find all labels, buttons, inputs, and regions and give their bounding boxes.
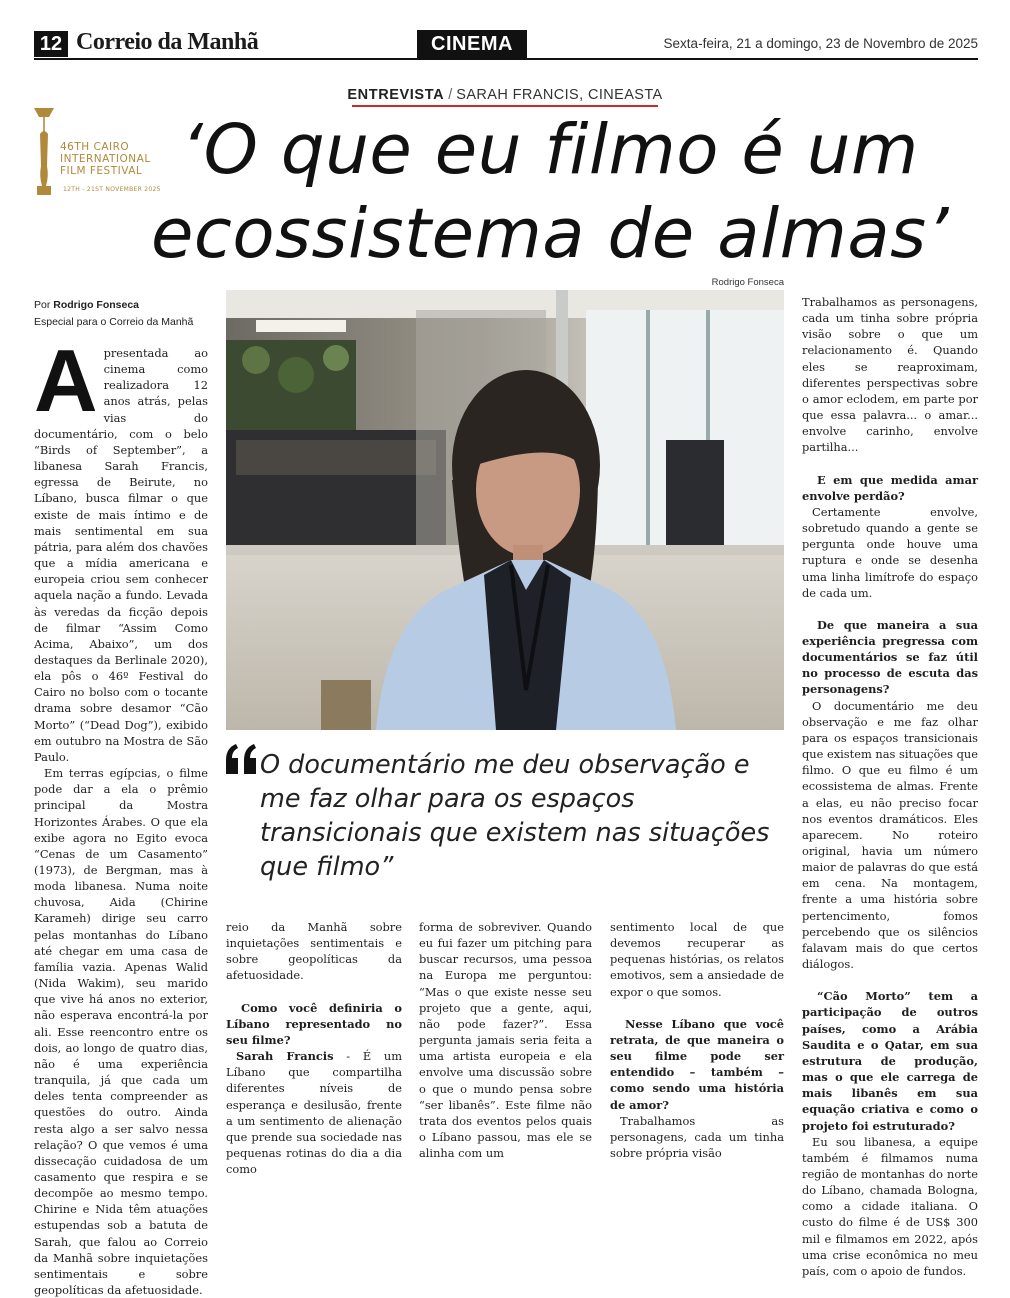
kicker-main: ENTREVISTA <box>347 87 445 103</box>
article-column-3 <box>419 919 592 1161</box>
byline-prefix: Por <box>34 299 54 311</box>
article-column-4 <box>610 919 784 1161</box>
festival-line-3: FILM FESTIVAL <box>60 165 143 177</box>
article-answer <box>226 1048 402 1177</box>
pull-quote: O documentário me deu observação e me faz olhar para os espaços transicionais que existem nas situações que filmo” <box>260 750 770 882</box>
headline: ‘O que eu filmo é um ecossistema de almas’ <box>150 110 950 274</box>
drop-cap: A <box>34 331 98 430</box>
interview-question: De que maneira a sua experiência pregressa com documentários se faz útil no processo de escuta das personagens? <box>802 617 978 697</box>
masthead: Correio da Manhã <box>76 29 259 55</box>
article-paragraph: forma de sobreviver. Quando eu fui fazer um pitching para buscar recursos, uma pessoa na Europa me perguntou: “Mas o que existe nesse seu projeto que a gente, aqui, não pode fazer?”. Essa pergunta jamais seria feita a uma artista europeia e ela envolve uma discussão sobre o que o mundo pensa sobre “ser libanês”. Este filme não trata dos eventos pelos quais o Líbano passou, mas ele se alinha com um <box>419 920 592 1161</box>
kicker <box>250 87 760 103</box>
interview-question: Nesse Líbano que você retrata, de que maneira o seu filme pode ser entendido – também – como sendo uma história de amor? <box>610 1016 784 1112</box>
article-column-5 <box>802 294 978 1279</box>
answer-speaker: Sarah Francis <box>236 1049 334 1064</box>
interview-question: Como você definiria o Líbano representado no seu filme? <box>226 1000 402 1047</box>
article-column-1 <box>34 331 208 1298</box>
kicker-underline <box>352 105 658 107</box>
interview-question: “Cão Morto” tem a participação de outros países, como a Arábia Saudita e o Qatar, em sua estrutura de produção, mas o que ele carrega de mais libanês em sua equação criativa e como o projeto foi estruturado? <box>802 989 978 1133</box>
article-paragraph: reio da Manhã sobre inquietações sentimentais e sobre geopolíticas da afetuosidade. <box>226 920 402 983</box>
article-paragraph: Em terras egípcias, o filme pode dar a ela o prêmio principal da Mostra Horizontes Árabes. O que ela exibe agora no Egito evoca “Cenas de um Casamento” (1973), de Bergman, mas à moda libanesa. Numa noite chuvosa, Aida (Chirine Karameh) dirige seu carro pelas montanhas do Líbano até chegar em uma casa de família vazia. Apenas Walid (Nida Wakim), seu marido que vive há anos no exterior, não esperava encontrá-la por ali. Esse reencontro entre os dois, ao longo de quatro dias, não é uma experiência tranquila, já que cada um deles tenta compreender as questões do outro. Ainda resta algo a ser salvo nessa relação? O que vemos é uma dissecação cuidadosa de um casamento que respira e se decompõe ao mesmo tempo. Chirine e Nida têm atuações estupendas sob a batuta de Sarah, que falou ao Correio da Manhã sobre inquietações sentimentais e sobre geopolíticas da afetuosidade. <box>34 766 208 1298</box>
byline-author: Rodrigo Fonseca <box>53 299 140 311</box>
header-divider <box>34 58 978 60</box>
quote-mark-icon <box>224 742 260 776</box>
issue-date: Sexta-feira, 21 a domingo, 23 de Novembro de 2025 <box>663 36 978 51</box>
article-answer: O documentário me deu observação e me faz olhar para os espaços transicionais que existem nas situações que filmo. O que eu filmo é um ecossistema de almas. Frente a elas, eu não preciso focar nos eventos dramáticos. Eles aparecem. No roteiro original, havia um número maior de palavras do que está em cena. Na montagem, frente a uma história sobre pertencimento, fomos percebendo que os silêncios falavam mais do que certos diálogos. <box>802 698 978 972</box>
article-answer: Certamente envolve, sobretudo quando a gente se pergunta onde houve uma ruptura e onde se desenha uma linha limítrofe do espaço de cada um. <box>802 504 978 600</box>
article-column-2 <box>226 919 402 1177</box>
interview-photo <box>226 290 784 730</box>
article-paragraph: sentimento local de que devemos recuperar as pequenas histórias, os relatos emotivos, sem a ansiedade de expor o que somos. <box>610 920 784 999</box>
festival-line-1: 46TH CAIRO <box>60 141 130 153</box>
article-answer: Eu sou libanesa, a equipe também é filmamos numa região de montanhas do norte do Líbano, chamada Bologna, como a cidade italiana. O custo do filme é de US$ 300 mil e filmamos em 2022, após uma crise econômica no meu país, com o apoio de fundos. <box>802 1134 978 1278</box>
interview-question: E em que medida amar envolve perdão? <box>802 472 978 503</box>
article-answer: Trabalhamos as personagens, cada um tinha sobre própria visão sobre o que um relacionamento é. Quando eles se reaproximam, diferentes perspectivas sobre o amor eclodem, em parte por que essa palavra... o amar... envolve carinho, envolve partilha... <box>802 295 978 455</box>
article-paragraph: presentada ao cinema como realizadora 12 anos atrás, pelas vias do documentário, com o belo “Birds of September”, a libanesa Sarah Francis, egressa de Beirute, no Líbano, busca filmar o que existe de mais íntimo e de mais sentimental em sua pátria, para além dos chavões que a mídia americana e europeia criou sem conhecer aquela nação a fundo. Levada às veredas da ficção depois de filmar “Assim Como Acima, Abaixo”, um dos destaques da Berlinale 2020), ela pôs o 46º Festival do Cairo no bolso com o tocante drama sobre desamor “Cão Morto” (“Dead Dog”), exibido em outubro na Mostra de São Paulo. <box>34 346 208 764</box>
page-number: 12 <box>34 31 68 57</box>
kicker-separator: / <box>444 87 457 103</box>
article-answer: Trabalhamos as personagens, cada um tinha sobre própria visão <box>610 1113 784 1161</box>
kicker-sub: SARAH FRANCIS, CINEASTA <box>456 87 663 103</box>
answer-text: - É um Líbano que compartilha diferentes níveis de esperança e desilusão, frente a um sentimento de alienação que prende sua sociedade nas pequenas rotinas do dia a dia como <box>226 1049 402 1177</box>
photo-credit: Rodrigo Fonseca <box>711 277 784 288</box>
byline <box>34 297 193 331</box>
byline-role: Especial para o Correio da Manhã <box>34 316 194 328</box>
section-label: CINEMA <box>417 30 527 58</box>
festival-dates: 12TH - 21ST NOVEMBER 2025 <box>63 186 161 193</box>
festival-line-2: INTERNATIONAL <box>60 153 151 165</box>
